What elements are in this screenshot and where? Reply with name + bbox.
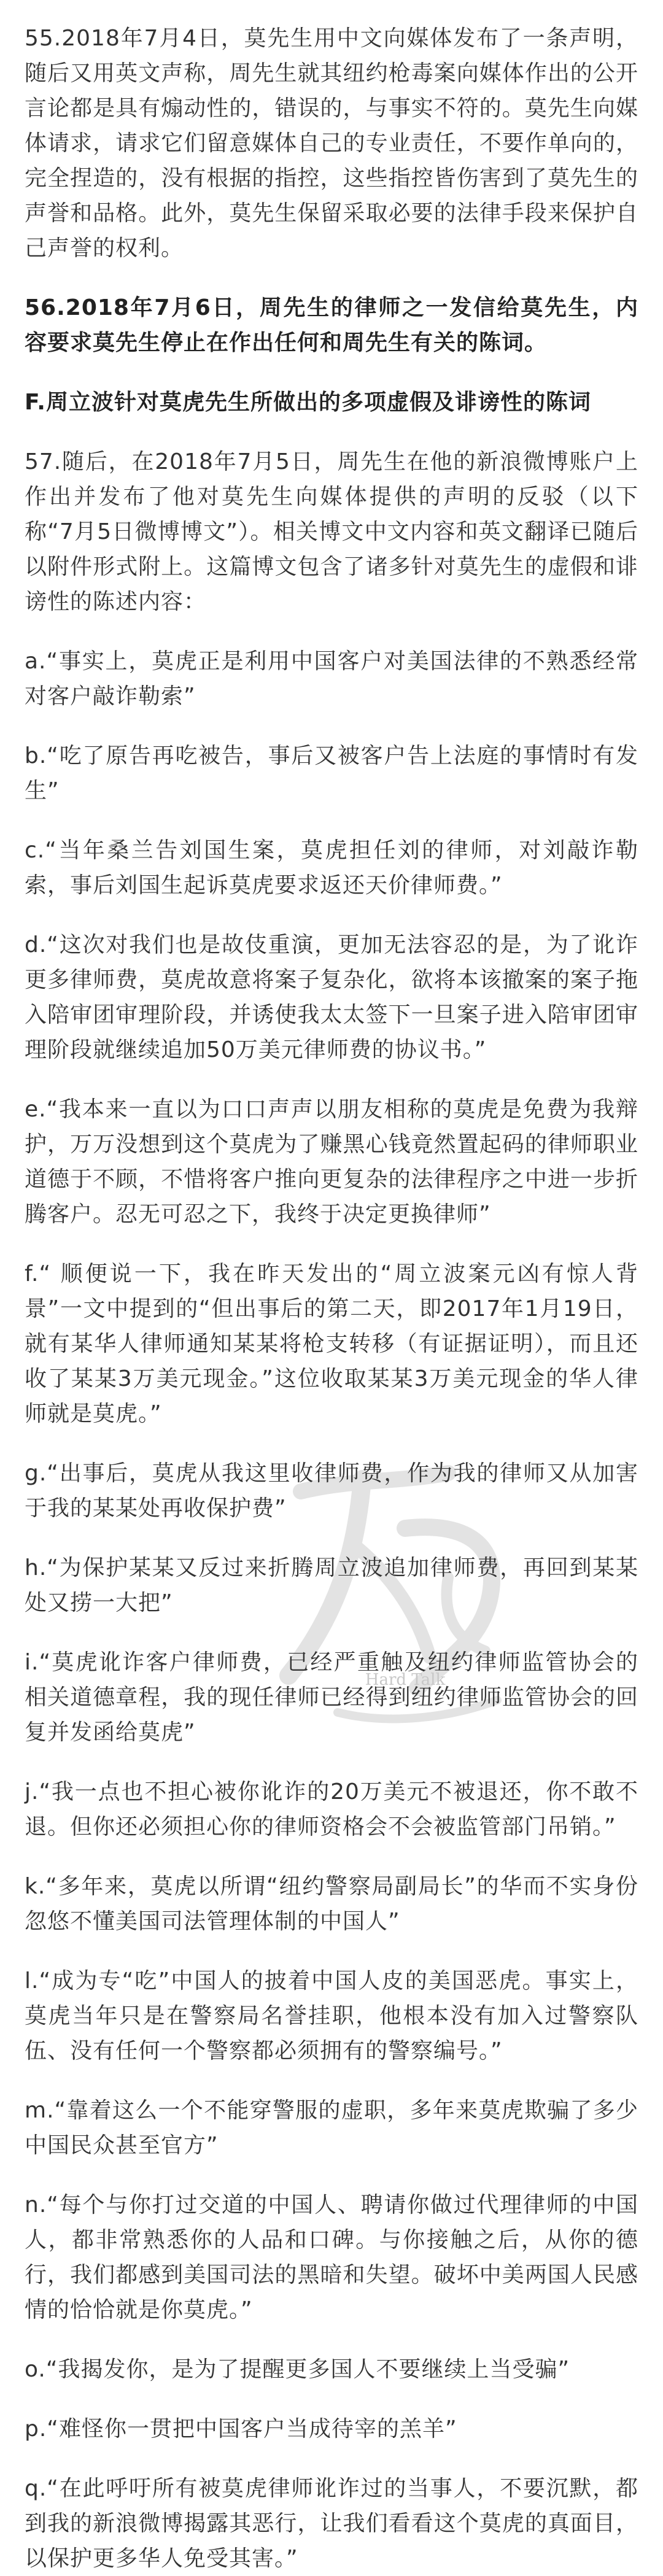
- quote-item-f: f.“ 顺便说一下，我在昨天发出的“周立波案元凶有惊人背景”一文中提到的“但出事后的第二天，即2017年1月19日，就有某华人律师通知某某将枪支转移（有证据证明），而且还收了某某3万美元现金。”这位收取某某3万美元现金的华人律师就是莫虎。”: [25, 1261, 638, 1426]
- paragraph-55: 55.2018年7月4日，莫先生用中文向媒体发布了一条声明，随后又用英文声称，周先生就其纽约枪毒案向媒体作出的公开言论都是具有煽动性的，错误的，与事实不符的。莫先生向媒体请求，请求它们留意媒体自己的专业责任，不要作单向的，完全捏造的，没有根据的指控，这些指控皆伤害到了莫先生的声誉和品格。此外，莫先生保留采取必要的法律手段来保护自己声誉的权利。: [25, 26, 638, 261]
- quote-item-i: i.“莫虎讹诈客户律师费，已经严重触及纽约律师监管协会的相关道德章程，我的现任律师已经得到纽约律师监管协会的回复并发函给莫虎”: [25, 1650, 638, 1745]
- quote-item-g: g.“出事后，莫虎从我这里收律师费，作为我的律师又从加害于我的某某处再收保护费”: [25, 1461, 638, 1521]
- quote-item-p: p.“难怪你一贯把中国客户当成待宰的羔羊”: [25, 2416, 457, 2442]
- quote-item-d: d.“这次对我们也是故伎重演，更加无法容忍的是，为了讹诈更多律师费，莫虎故意将案子复杂化，欲将本该撤案的案子拖入陪审团审理阶段，并诱使我太太签下一旦案子进入陪审团审理阶段就继续追加50万美元律师费的协议书。”: [25, 932, 638, 1062]
- quote-item-m: m.“靠着这么一个不能穿警服的虚职，多年来莫虎欺骗了多少中国民众甚至官方”: [25, 2098, 638, 2158]
- quote-item-e: e.“我本来一直以为口口声声以朋友相称的莫虎是免费为我辩护，万万没想到这个莫虎为了赚黑心钱竟然置起码的律师职业道德于不顾，不惜将客户推向更复杂的法律程序之中进一步折腾客户。忍无可忍之下，我终于决定更换律师”: [25, 1097, 638, 1227]
- paragraph-56: 56.2018年7月6日，周先生的律师之一发信给莫先生，内容要求莫先生停止在作出任何和周先生有关的陈词。: [25, 295, 638, 355]
- paragraph-57: 57.随后，在2018年7月5日，周先生在他的新浪微博账户上作出并发布了他对莫先生向媒体提供的声明的反驳（以下称“7月5日微博博文”）。相关博文中文内容和英文翻译已随后以附件形式附上。这篇博文包含了诸多针对莫先生的虚假和诽谤性的陈述内容：: [25, 449, 638, 614]
- quote-item-l: l.“成为专“吃”中国人的披着中国人皮的美国恶虎。事实上，莫虎当年只是在警察局名誉挂职，他根本没有加入过警察队伍、没有任何一个警察都必须拥有的警察编号。”: [25, 1968, 638, 2064]
- quote-item-j: j.“我一点也不担心被你讹诈的20万美元不被退还，你不敢不退。但你还必须担心你的律师资格会不会被监管部门吊销。”: [25, 1779, 638, 1839]
- section-heading-f: F.周立波针对莫虎先生所做出的多项虚假及诽谤性的陈词: [25, 390, 591, 415]
- watermark-text: Hard Talk: [365, 1671, 446, 1689]
- quote-item-h: h.“为保护某某又反过来折腾周立波追加律师费，再回到某某处又捞一大把”: [25, 1555, 638, 1615]
- quote-item-q: q.“在此呼吁所有被莫虎律师讹诈过的当事人，不要沉默，都到我的新浪微博揭露其恶行，让我们看看这个莫虎的真面目，以保护更多华人免受其害。”: [25, 2476, 638, 2571]
- quote-item-a: a.“事实上，莫虎正是利用中国客户对美国法律的不熟悉经常对客户敲诈勒索”: [25, 649, 638, 709]
- quote-item-b: b.“吃了原告再吃被告，事后又被客户告上法庭的事情时有发生”: [25, 743, 638, 803]
- quote-item-k: k.“多年来，莫虎以所谓“纽约警察局副局长”的华而不实身份忽悠不懂美国司法管理体制的中国人”: [25, 1874, 638, 1934]
- quote-item-n: n.“每个与你打过交道的中国人、聘请你做过代理律师的中国人，都非常熟悉你的人品和口碑。与你接触之后，从你的德行，我们都感到美国司法的黑暗和失望。破坏中美两国人民感情的恰恰就是你莫虎。”: [25, 2192, 638, 2323]
- quote-item-c: c.“当年桑兰告刘国生案，莫虎担任刘的律师，对刘敲诈勒索，事后刘国生起诉莫虎要求返还天价律师费。”: [25, 838, 638, 898]
- quote-item-o: o.“我揭发你，是为了提醒更多国人不要继续上当受骗”: [25, 2357, 570, 2382]
